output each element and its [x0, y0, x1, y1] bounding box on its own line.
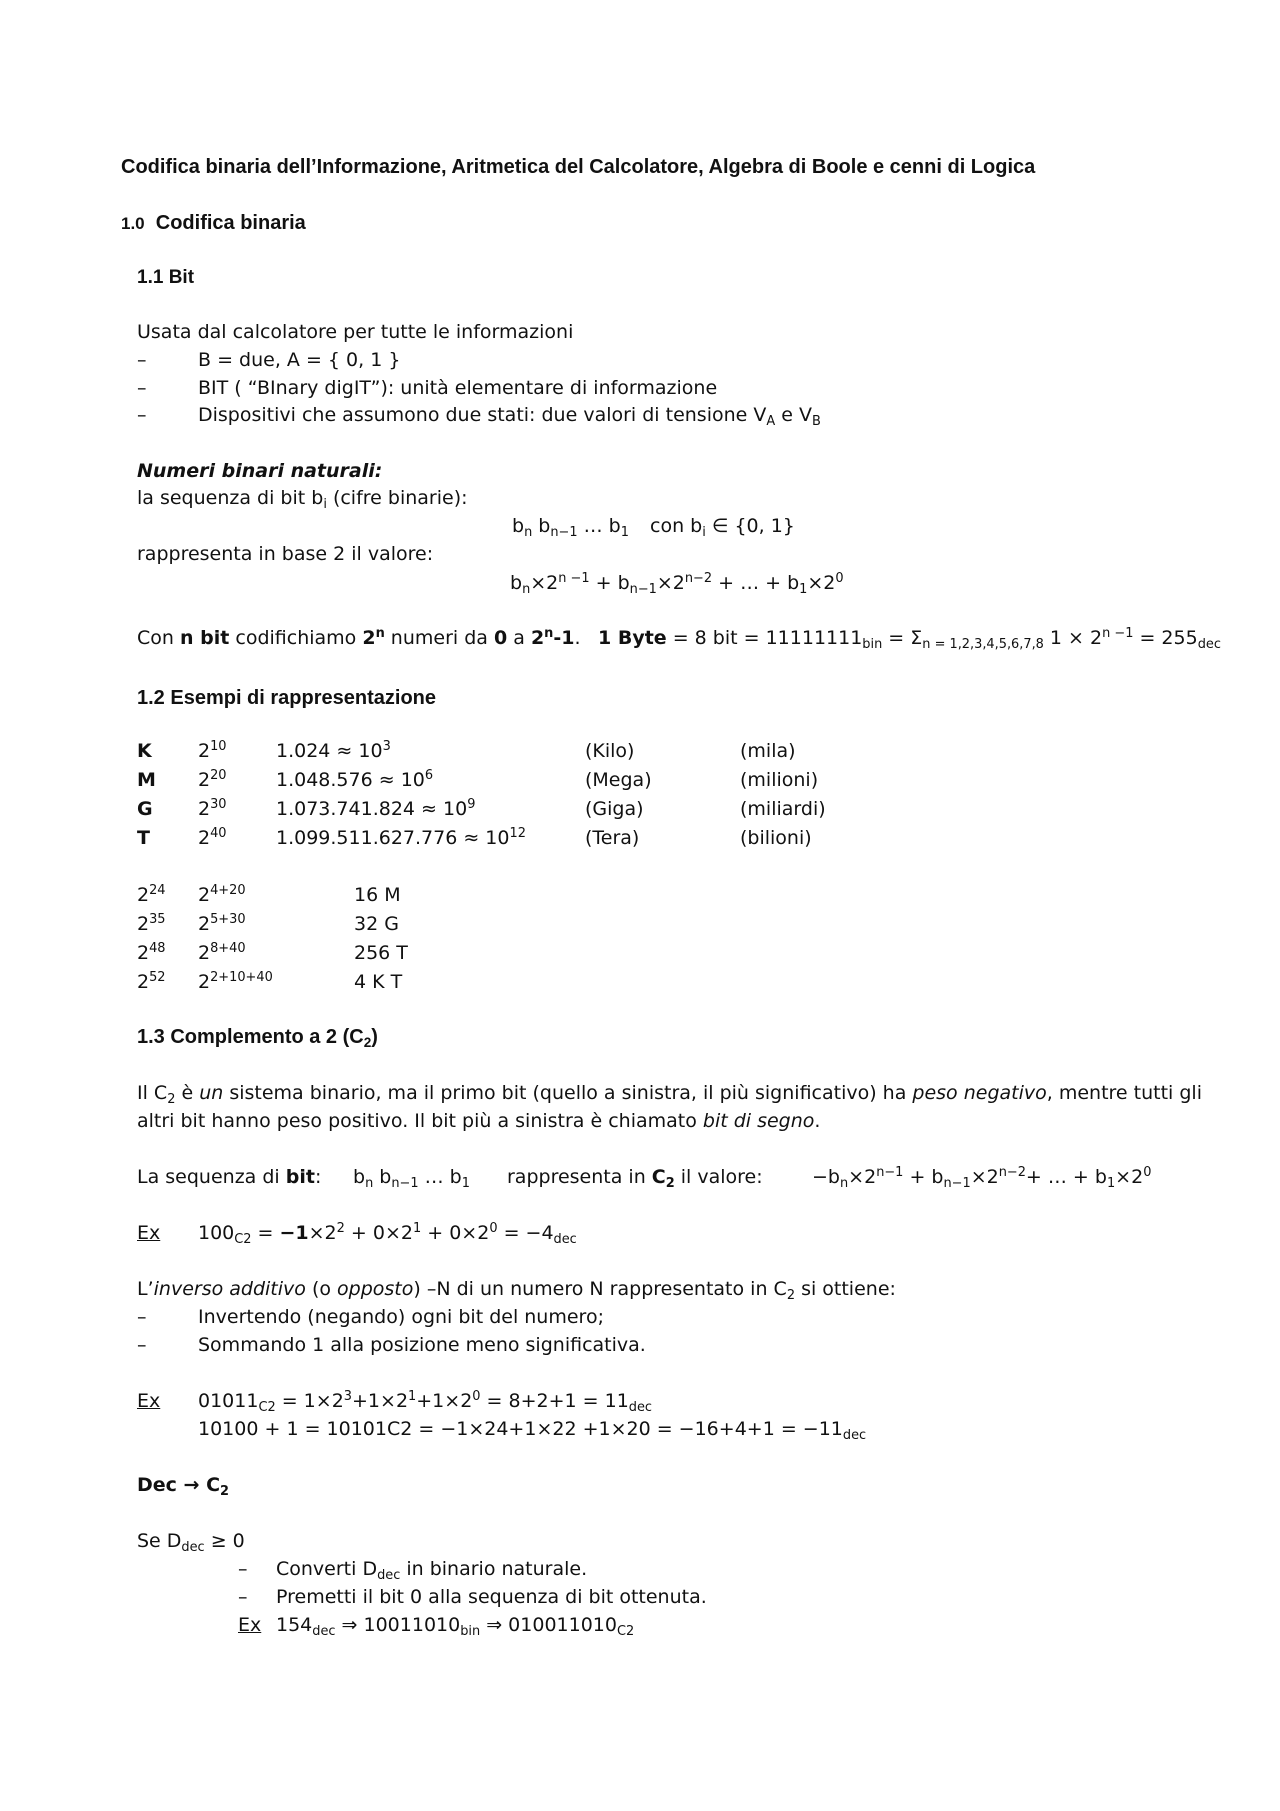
bullet-dash: –	[137, 1334, 147, 1356]
prefix-word: (miliardi)	[740, 798, 826, 820]
c2-paragraph-line-2: altri bit hanno peso positivo. Il bit più a sinistra è chiamato bit di segno.	[137, 1110, 821, 1132]
section-heading-1-0	[121, 212, 306, 235]
prefix-name: (Kilo)	[585, 740, 635, 762]
power-split: $2^{2+10+40}$	[198, 969, 273, 993]
bullet-dash: –	[238, 1558, 248, 1580]
dec-to-c2-heading: Dec → $C_2$	[137, 1474, 230, 1499]
c2-value-formula: $-b_n\times 2^{n-1} + b_{n-1}\times 2^{n-2}+$ … + $b_1\times 2^0$	[812, 1164, 1152, 1191]
power-base: $2^{48}$	[137, 940, 166, 964]
example-1-formula: $100_{C2} = -1\times 2^2 + 0\times 2^1 + 0\times 2^0 = -4_{dec}$	[198, 1220, 577, 1247]
section-label: Codifica binaria	[155, 212, 306, 234]
power-result: 4 K T	[354, 971, 403, 993]
prefix-power: $2^{40}$	[198, 825, 227, 849]
sequence-text: la sequenza di bit $b_i$ (cifre binarie):	[137, 487, 468, 512]
prefix-name: (Mega)	[585, 769, 652, 791]
arrow-right-icon: →	[183, 1474, 200, 1496]
bullet-dash: –	[137, 377, 147, 399]
bit-domain-formula: con $b_i$ ∈ {0, 1}	[650, 515, 795, 540]
bit-bullet-1: B = due, A = { 0, 1 }	[198, 349, 401, 371]
bit-intro: Usata dal calcolatore per tutte le informazioni	[137, 321, 574, 343]
base2-value-formula: $b_n\times 2^{n -1} + b_{n-1}\times 2^{n-2}$ + … + $b_1\times 2^0$	[510, 570, 844, 597]
inverse-step-1: Invertendo (negando) ogni bit del numero;	[198, 1306, 604, 1328]
prefix-symbol: M	[137, 769, 156, 791]
bit-sequence-formula: $b_n$ $b_{n-1}$ … $b_1$	[512, 515, 629, 540]
bullet-dash: –	[137, 349, 147, 371]
example-label: Ex	[238, 1614, 262, 1636]
prefix-word: (milioni)	[740, 769, 819, 791]
conversion-step-1: Converti $D_{dec}$ in binario naturale.	[276, 1558, 588, 1583]
prefix-name: (Giga)	[585, 798, 644, 820]
bullet-dash: –	[137, 404, 147, 426]
prefix-value: $1.099.511.627.776 \approx 10^{12}$	[276, 825, 526, 849]
prefix-value: $1.073.741.824 \approx 10^9$	[276, 796, 476, 820]
power-result: 32 G	[354, 913, 399, 935]
prefix-power: $2^{10}$	[198, 738, 227, 762]
bullet-dash: –	[137, 1306, 147, 1328]
power-base: $2^{24}$	[137, 882, 166, 906]
prefix-power: $2^{20}$	[198, 767, 227, 791]
power-split: $2^{5+30}$	[198, 911, 246, 935]
n-bit-statement: Con n bit codifichiamo 2$^n$ numeri da 0 a 2$^n$-1.	[137, 625, 581, 649]
prefix-symbol: K	[137, 740, 152, 762]
prefix-word: (mila)	[740, 740, 796, 762]
conversion-step-2: Premetti il bit 0 alla sequenza di bit ottenuta.	[276, 1586, 707, 1608]
c2-sequence-label: La sequenza di bit:	[137, 1166, 322, 1188]
power-base: $2^{52}$	[137, 969, 166, 993]
prefix-name: (Tera)	[585, 827, 640, 849]
example-2-line-2: $10100 + 1 = 10101C2 = -1\times 24+1\times 22 +1\times 20 = -16+4+1 = -11_{dec}$	[198, 1418, 867, 1443]
power-base: $2^{35}$	[137, 911, 166, 935]
example-2-line-1: $01011_{C2} = 1\times 2^3+1\times 2^1+1\times 2^0 = 8+2+1 = 11_{dec}$	[198, 1388, 653, 1415]
power-split: $2^{4+20}$	[198, 882, 246, 906]
prefix-value: $1.048.576 \approx 10^6$	[276, 767, 434, 791]
bit-bullet-2: BIT ( “BInary digIT”): unità elementare di informazione	[198, 377, 718, 399]
prefix-symbol: G	[137, 798, 153, 820]
bit-bullet-3: Dispositivi che assumono due stati: due valori di tensione $V_A$ e $V_B$	[198, 404, 821, 429]
byte-statement: 1 Byte = 8 bit = $11111111_{bin} = \Sigma_{n = 1,2,3,4,5,6,7,8}$ $1 \times 2^{n -1} = 255_{dec}$	[598, 625, 1221, 652]
power-result: 16 M	[354, 884, 401, 906]
example-3-formula: $154_{dec}$ ⇒ $10011010_{bin}$ ⇒ $010011010_{C2}$	[276, 1614, 635, 1639]
power-result: 256 T	[354, 942, 408, 964]
base2-text: rappresenta in base 2 il valore:	[137, 543, 434, 565]
inverse-additive-text: L’inverso additivo (o opposto) –N di un numero N rappresentato in $C_2$ si ottiene:	[137, 1278, 896, 1303]
prefix-power: $2^{30}$	[198, 796, 227, 820]
c2-sequence-formula: $b_n$ $b_{n-1}$ … $b_1$	[353, 1166, 470, 1191]
subsection-heading-examples: 1.2 Esempi di rappresentazione	[137, 687, 436, 709]
c2-represents-text: rappresenta in $C_2$ il valore:	[507, 1166, 763, 1191]
inverse-step-2: Sommando 1 alla posizione meno significativa.	[198, 1334, 646, 1356]
positive-case-condition: Se $D_{dec} \ge 0$	[137, 1530, 245, 1555]
power-split: $2^{8+40}$	[198, 940, 246, 964]
subsection-heading-c2: 1.3 Complemento a 2 $(C_2)$	[137, 1026, 378, 1051]
example-label: Ex	[137, 1390, 161, 1412]
prefix-value: $1.024 \approx 10^3$	[276, 738, 391, 762]
bullet-dash: –	[238, 1586, 248, 1608]
c2-paragraph-line-1: Il $C_2$ è un sistema binario, ma il primo bit (quello a sinistra, il più significativo) ha peso negativo, mentre tutti gli	[137, 1082, 1202, 1107]
natural-numbers-heading: Numeri binari naturali:	[137, 460, 383, 482]
prefix-symbol: T	[137, 827, 150, 849]
subsection-heading-bit: 1.1 Bit	[137, 267, 195, 288]
prefix-word: (bilioni)	[740, 827, 812, 849]
example-label: Ex	[137, 1222, 161, 1244]
document-title: Codifica binaria dell’Informazione, Aritmetica del Calcolatore, Algebra di Boole e cenni di Logica	[121, 156, 1036, 178]
section-number: 1.0	[121, 214, 145, 233]
